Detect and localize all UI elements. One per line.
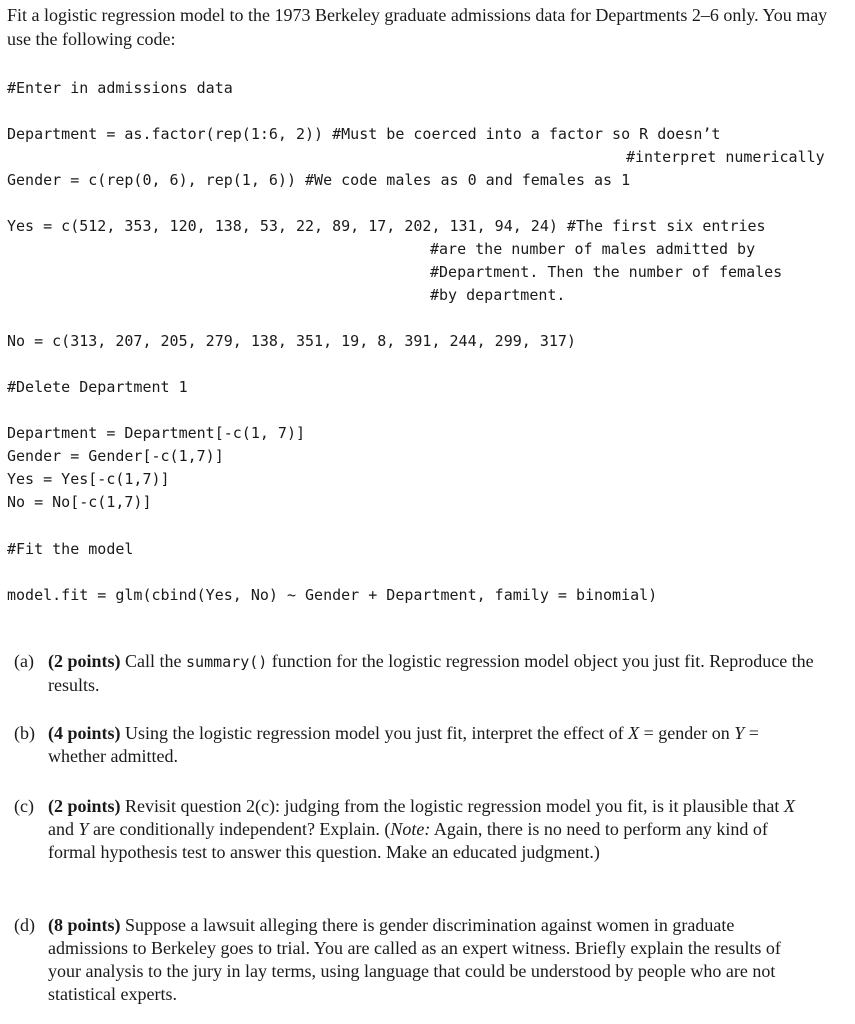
question-d — [14, 914, 814, 1006]
code-delete-gender: Gender = Gender[-c(1,7)] — [7, 447, 224, 465]
code-comment-delete: #Delete Department 1 — [7, 378, 188, 396]
code-model-fit: model.fit = glm(cbind(Yes, No) ~ Gender + Department, family = binomial) — [7, 586, 658, 604]
code-yes-comment-cont-2: #Department. Then the number of females — [430, 263, 783, 281]
question-d-text: (8 points) Suppose a lawsuit alleging there is gender discrimination against women in graduate admissions to Berkeley goes to trial. You are called as an expert witness. Briefly explain the results of your analysis to the jury in lay terms, using language that could be understood by people who are not statistical experts. — [48, 915, 781, 1004]
code-yes-line: Yes = c(512, 353, 120, 138, 53, 22, 89, 17, 202, 131, 94, 24) #The first six entries — [7, 217, 766, 235]
code-comment-fit: #Fit the model — [7, 540, 134, 558]
question-a — [14, 650, 814, 697]
question-b-points: (4 points) — [48, 723, 121, 743]
code-yes-comment-cont-3: #by department. — [430, 286, 566, 304]
summary-function: summary() — [186, 653, 268, 671]
code-delete-department: Department = Department[-c(1, 7)] — [7, 424, 306, 442]
code-department-line: Department = as.factor(rep(1:6, 2)) #Must be coerced into a factor so R doesn’t — [7, 125, 721, 143]
code-comment-enter-data: #Enter in admissions data — [7, 79, 233, 97]
question-b — [14, 722, 814, 768]
question-a-points: (2 points) — [48, 651, 121, 671]
intro-paragraph: Fit a logistic regression model to the 1973 Berkeley graduate admissions data for Departments 2–6 only. You may use the following code: — [7, 5, 828, 49]
question-d-label: (d) — [14, 915, 35, 935]
question-b-text: (4 points) Using the logistic regression model you just fit, interpret the effect of X = gender on Y = whether admitted. — [48, 723, 759, 766]
code-department-comment-cont: #interpret numerically — [626, 148, 825, 166]
code-delete-no: No = No[-c(1,7)] — [7, 493, 152, 511]
question-d-points: (8 points) — [48, 915, 121, 935]
question-c — [14, 795, 814, 864]
question-c-text: (2 points) Revisit question 2(c): judging from the logistic regression model you fit, is it plausible that X and Y are conditionally independent? Explain. (Note: Again, there is no need to perform any kind of formal hypothesis test to answer this question. Make an educated judgment.) — [48, 796, 795, 862]
code-no-line: No = c(313, 207, 205, 279, 138, 351, 19, 8, 391, 244, 299, 317) — [7, 332, 576, 350]
question-c-label: (c) — [14, 796, 34, 816]
question-a-label: (a) — [14, 651, 34, 671]
question-c-points: (2 points) — [48, 796, 121, 816]
question-b-label: (b) — [14, 723, 35, 743]
code-delete-yes: Yes = Yes[-c(1,7)] — [7, 470, 170, 488]
question-a-text: (2 points) Call the summary() function for the logistic regression model object you just fit. Reproduce the results. — [48, 651, 814, 695]
code-gender-line: Gender = c(rep(0, 6), rep(1, 6)) #We code males as 0 and females as 1 — [7, 171, 631, 189]
code-yes-comment-cont-1: #are the number of males admitted by — [430, 240, 756, 258]
